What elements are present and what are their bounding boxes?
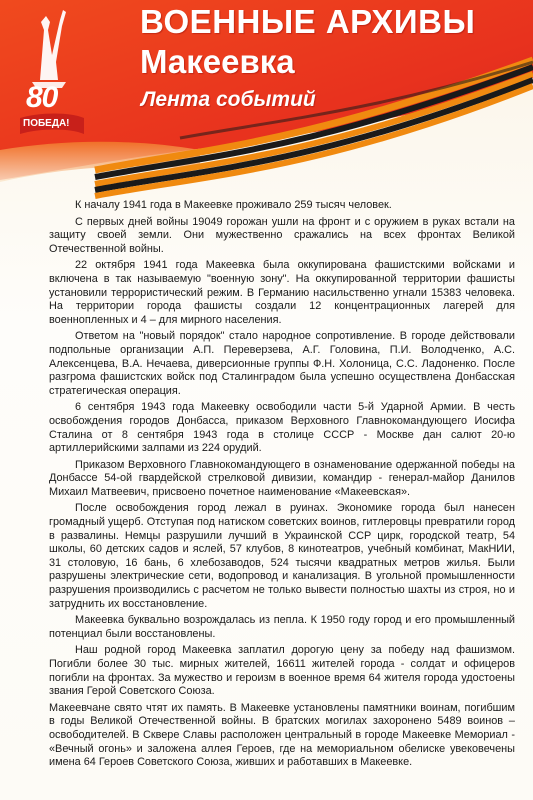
logo-text: ПОБЕДА! xyxy=(23,118,70,129)
paragraph: 22 октября 1941 года Макеевка была оккупирована фашистскими войсками и включена в так называемую "военную зону". На оккупированной территории фашисты установили террористический режим. В Германию насильственно угнали 15383 человека. На территории города фашисты создали 12 концентрационных лагерей для военнопленных и 4 – для мирного населения. xyxy=(49,259,515,326)
victory-80-logo xyxy=(8,8,86,136)
paragraph: 6 сентября 1943 года Макеевку освободили части 5-й Ударной Армии. В честь освобождения городов Донбасса, приказом Верховного Главнокомандующего Иосифа Сталина от 8 сентября 1943 года в столице СССР - Москве дан салют 20-ю артиллерийскими залпами из 224 орудий. xyxy=(49,401,515,455)
header-banner xyxy=(0,0,533,205)
paragraph: Макеевчане свято чтят их память. В Макеевке установлены памятники воинам, погибшим в годы Великой Отечественной войны. В братских могилах захоронено 5489 воинов – освободителей. В Сквере Славы расположен центральный в городе Макеевке Мемориал - «Вечный огонь» и заложена аллея Героев, где на мемориальном обелиске увековечены имена 64 Героев Советского Союза, живших и работавших в Макеевке. xyxy=(49,701,515,769)
page-title: ВОЕННЫЕ АРХИВЫ xyxy=(140,3,476,40)
paragraph: К началу 1941 года в Макеевке проживало 259 тысяч человек. xyxy=(75,199,392,211)
paragraph: Приказом Верховного Главнокомандующего в ознаменование одержанной победы на Донбассе 54-ой гвардейской стрелковой дивизии, командир - генерал-майор Данилов Михаил Матвеевич, присвоено почетное наименование «Макеевская». xyxy=(49,458,515,498)
paragraph: После освобождения город лежал в руинах. Экономике города был нанесен громадный ущерб. Отступая под натиском советских воинов, гитлеровцы превратили город в развалины. Немцы разрушили лучший в Украинской ССР цирк, городской театр, 54 школы, 60 детских садов и яслей, 57 клубов, 8 кинотеатров, учебный комбинат, МакНИИ, 31 столовую, 16 бань, 6 хлебозаводов, 524 тысячи квадратных метров жилья. Были разрушены электрические сети, водопровод и канализация. В угольной промышленности разрушения производились с расчетом не только вывести полностью шахты из строя, но и затруднить их восстановление. xyxy=(49,502,515,610)
page-subtitle: Макеевка xyxy=(140,43,295,80)
paragraph: Наш родной город Макеевка заплатил дорогую цену за победу над фашизмом. Погибли более 30 тыс. мирных жителей, 16611 жителей города - солдат и офицеров погибли на фронтах. За мужество и героизм в военное время 64 жителя города удостоены звания Герой Советского Союза. xyxy=(49,644,515,698)
page-tagline: Лента событий xyxy=(141,88,316,111)
logo-number: 80 xyxy=(26,81,58,114)
paragraph: Макеевка буквально возрождалась из пепла. К 1950 году город и его промышленный потенциал были восстановлены. xyxy=(49,614,515,640)
article-body xyxy=(49,199,515,773)
paragraph: Ответом на "новый порядок" стало народное сопротивление. В городе действовали подпольные организации А.П. Переверзева, А.Г. Головина, П.И. Володченко, А.С. Алексенцева, В.А. Нечаева, диверсионные группы Ф.Н. Холоница, С.С. Ладоненко. После разгрома фашистских войск под Сталинградом была успешно осуществлена Донбасская стратегическая операция. xyxy=(49,330,515,397)
paragraph: С первых дней войны 19049 горожан ушли на фронт и с оружием в руках встали на защиту своей земли. Они мужественно сражались на всех фронтах Великой Отечественной войны. xyxy=(49,215,515,255)
